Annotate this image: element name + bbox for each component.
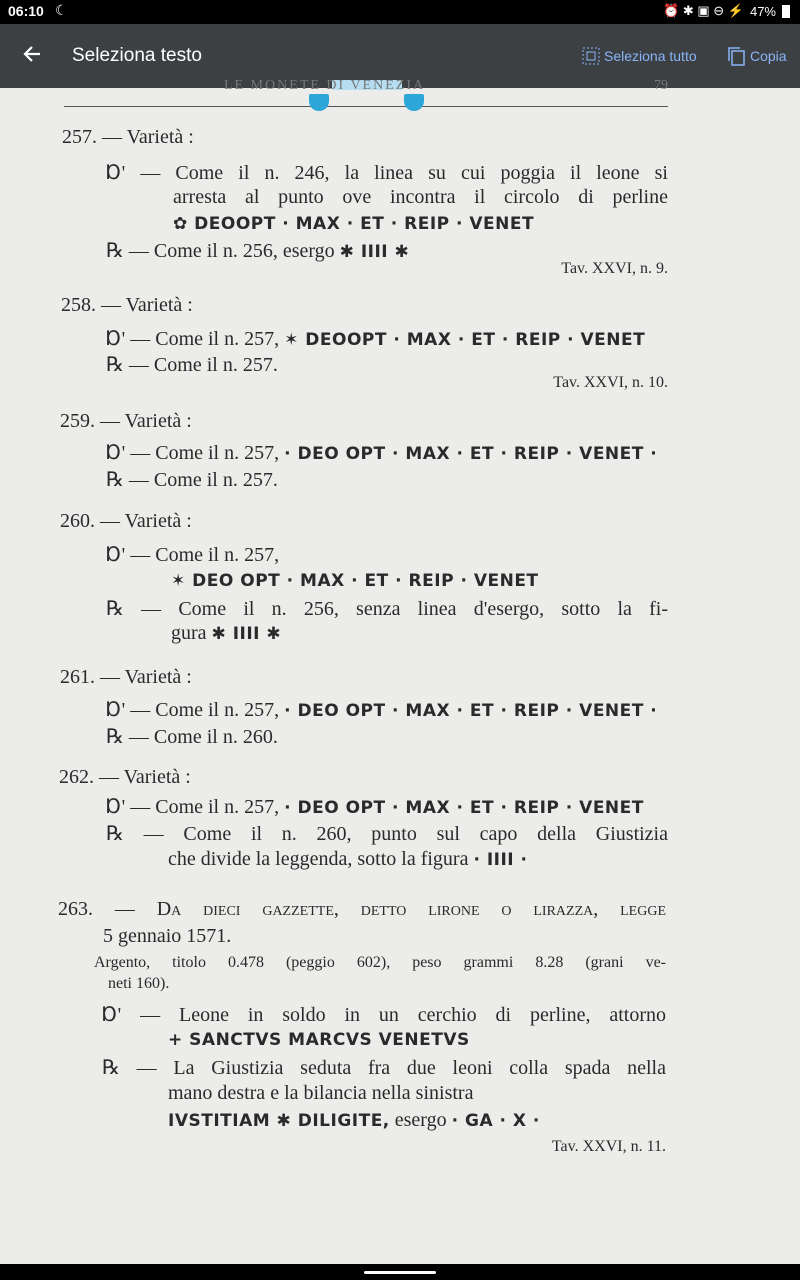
copy-button[interactable] (726, 44, 787, 68)
reverse-line: ℞ — La Giustizia seduta fra due leoni colla spada nella (102, 1057, 666, 1079)
obverse-text: Ɒ' — Come il n. 257, (106, 442, 280, 464)
select-all-label: Seleziona tutto (604, 48, 697, 64)
obverse-text: Ɒ' — Come il n. 257, (106, 699, 280, 721)
entry-heading: 5 gennaio 1571. (103, 925, 232, 947)
obverse-line (106, 794, 644, 819)
legend-text: ✶ DEO OPT · MAX · ET · REIP · VENET (171, 571, 539, 591)
entry-heading: 263. — Da dieci gazzette, detto lirone o lirazza, legge (58, 898, 666, 920)
legend-text: + SANCTVS MARCVS VENETVS (168, 1030, 470, 1050)
legend-text: ✿ DEOOPT · MAX · ET · REIP · VENET (173, 214, 535, 234)
plate-reference: Tav. XXVI, n. 10. (553, 374, 668, 391)
reverse-line (168, 848, 528, 871)
legend-text: · DEO OPT · MAX · ET · REIP · VENET · (284, 444, 658, 464)
reverse-text: ℞ — Come il n. 256, esergo (106, 240, 335, 262)
obverse-line: Ɒ' — Come il n. 257, (106, 544, 280, 566)
description-line: neti 160). (108, 975, 170, 992)
copy-icon (726, 45, 746, 67)
header-rule (64, 106, 668, 107)
obverse-line: Ɒ' — Come il n. 246, la linea su cui poggia il leone si (106, 162, 668, 184)
status-icons (663, 3, 790, 19)
reverse-text: esergo (394, 1109, 447, 1131)
reverse-line: ℞ — Come il n. 257. (106, 469, 278, 491)
battery-percent: 47% (749, 3, 776, 19)
obverse-line: Ɒ' — Leone in soldo in un cerchio di perline, attorno (102, 1004, 666, 1026)
select-all-icon (582, 47, 600, 65)
legend-text: ✶ DEOOPT · MAX · ET · REIP · VENET (284, 330, 646, 350)
battery-icon (782, 5, 790, 18)
do-not-disturb-icon: ☾ (55, 2, 68, 18)
reverse-line (171, 622, 281, 645)
selection-handle-end[interactable] (404, 94, 424, 111)
running-header (64, 78, 668, 96)
obverse-text: Ɒ' — Come il n. 257, (106, 796, 280, 818)
copy-label: Copia (750, 48, 787, 64)
legend-text: ✱ IIII ✱ (339, 242, 410, 262)
entry-heading: 257. — Varietà : (62, 126, 194, 148)
status-time: 06:10 (8, 3, 44, 19)
obverse-line (106, 326, 645, 351)
description-line: Argento, titolo 0.478 (peggio 602), peso grammi 8.28 (grani ve- (94, 954, 666, 971)
navigation-bar (0, 1264, 800, 1280)
reverse-line: mano destra e la bilancia nella sinistra (168, 1082, 474, 1104)
reverse-line (106, 238, 409, 263)
legend-text: · DEO OPT · MAX · ET · REIP · VENET (284, 798, 644, 818)
obverse-text: Ɒ' — Come il n. 257, (106, 328, 280, 350)
reverse-line (168, 1109, 540, 1132)
obverse-line: arresta al punto ove incontra il circolo di perline (173, 186, 668, 208)
entry-heading: 258. — Varietà : (61, 294, 193, 316)
status-bar (0, 0, 800, 24)
legend-text: · GA · X · (451, 1111, 540, 1131)
page-number: 79 (654, 78, 668, 93)
home-gesture-handle[interactable] (364, 1271, 436, 1274)
legend-text: IVSTITIAM ✱ DILIGITE, (168, 1111, 390, 1131)
select-all-button[interactable] (582, 44, 697, 68)
system-icons: ⏰ ✱ ▣ ⊖ ⚡ (663, 3, 744, 18)
obverse-line (106, 440, 657, 465)
plate-reference: Tav. XXVI, n. 11. (551, 1138, 666, 1155)
entry-heading: 260. — Varietà : (60, 510, 192, 532)
entry-heading: 259. — Varietà : (60, 410, 192, 432)
entry-heading: 261. — Varietà : (60, 666, 192, 688)
legend-text: ✱ IIII ✱ (211, 624, 282, 644)
document-page[interactable] (0, 78, 800, 1264)
legend-text: · DEO OPT · MAX · ET · REIP · VENET · (284, 701, 658, 721)
page-title: Seleziona testo (72, 45, 202, 66)
plate-reference: Tav. XXVI, n. 9. (561, 260, 668, 277)
reverse-line: ℞ — Come il n. 260, punto sul capo della Giustizia (106, 823, 668, 845)
obverse-line (106, 697, 657, 722)
reverse-line: ℞ — Come il n. 260. (106, 726, 278, 748)
reverse-line: ℞ — Come il n. 257. (106, 354, 278, 376)
reverse-line: ℞ — Come il n. 256, senza linea d'esergo, sotto la fi- (106, 598, 668, 620)
legend-text: · IIII · (473, 850, 528, 870)
entry-heading: 262. — Varietà : (59, 766, 191, 788)
back-arrow-icon[interactable] (18, 40, 46, 72)
reverse-text: che divide la leggenda, sotto la figura (168, 848, 469, 870)
header-text: LE MONETE DI VENEZIA (224, 78, 426, 93)
reverse-text: gura (171, 622, 207, 644)
selection-handle-start[interactable] (309, 94, 329, 111)
